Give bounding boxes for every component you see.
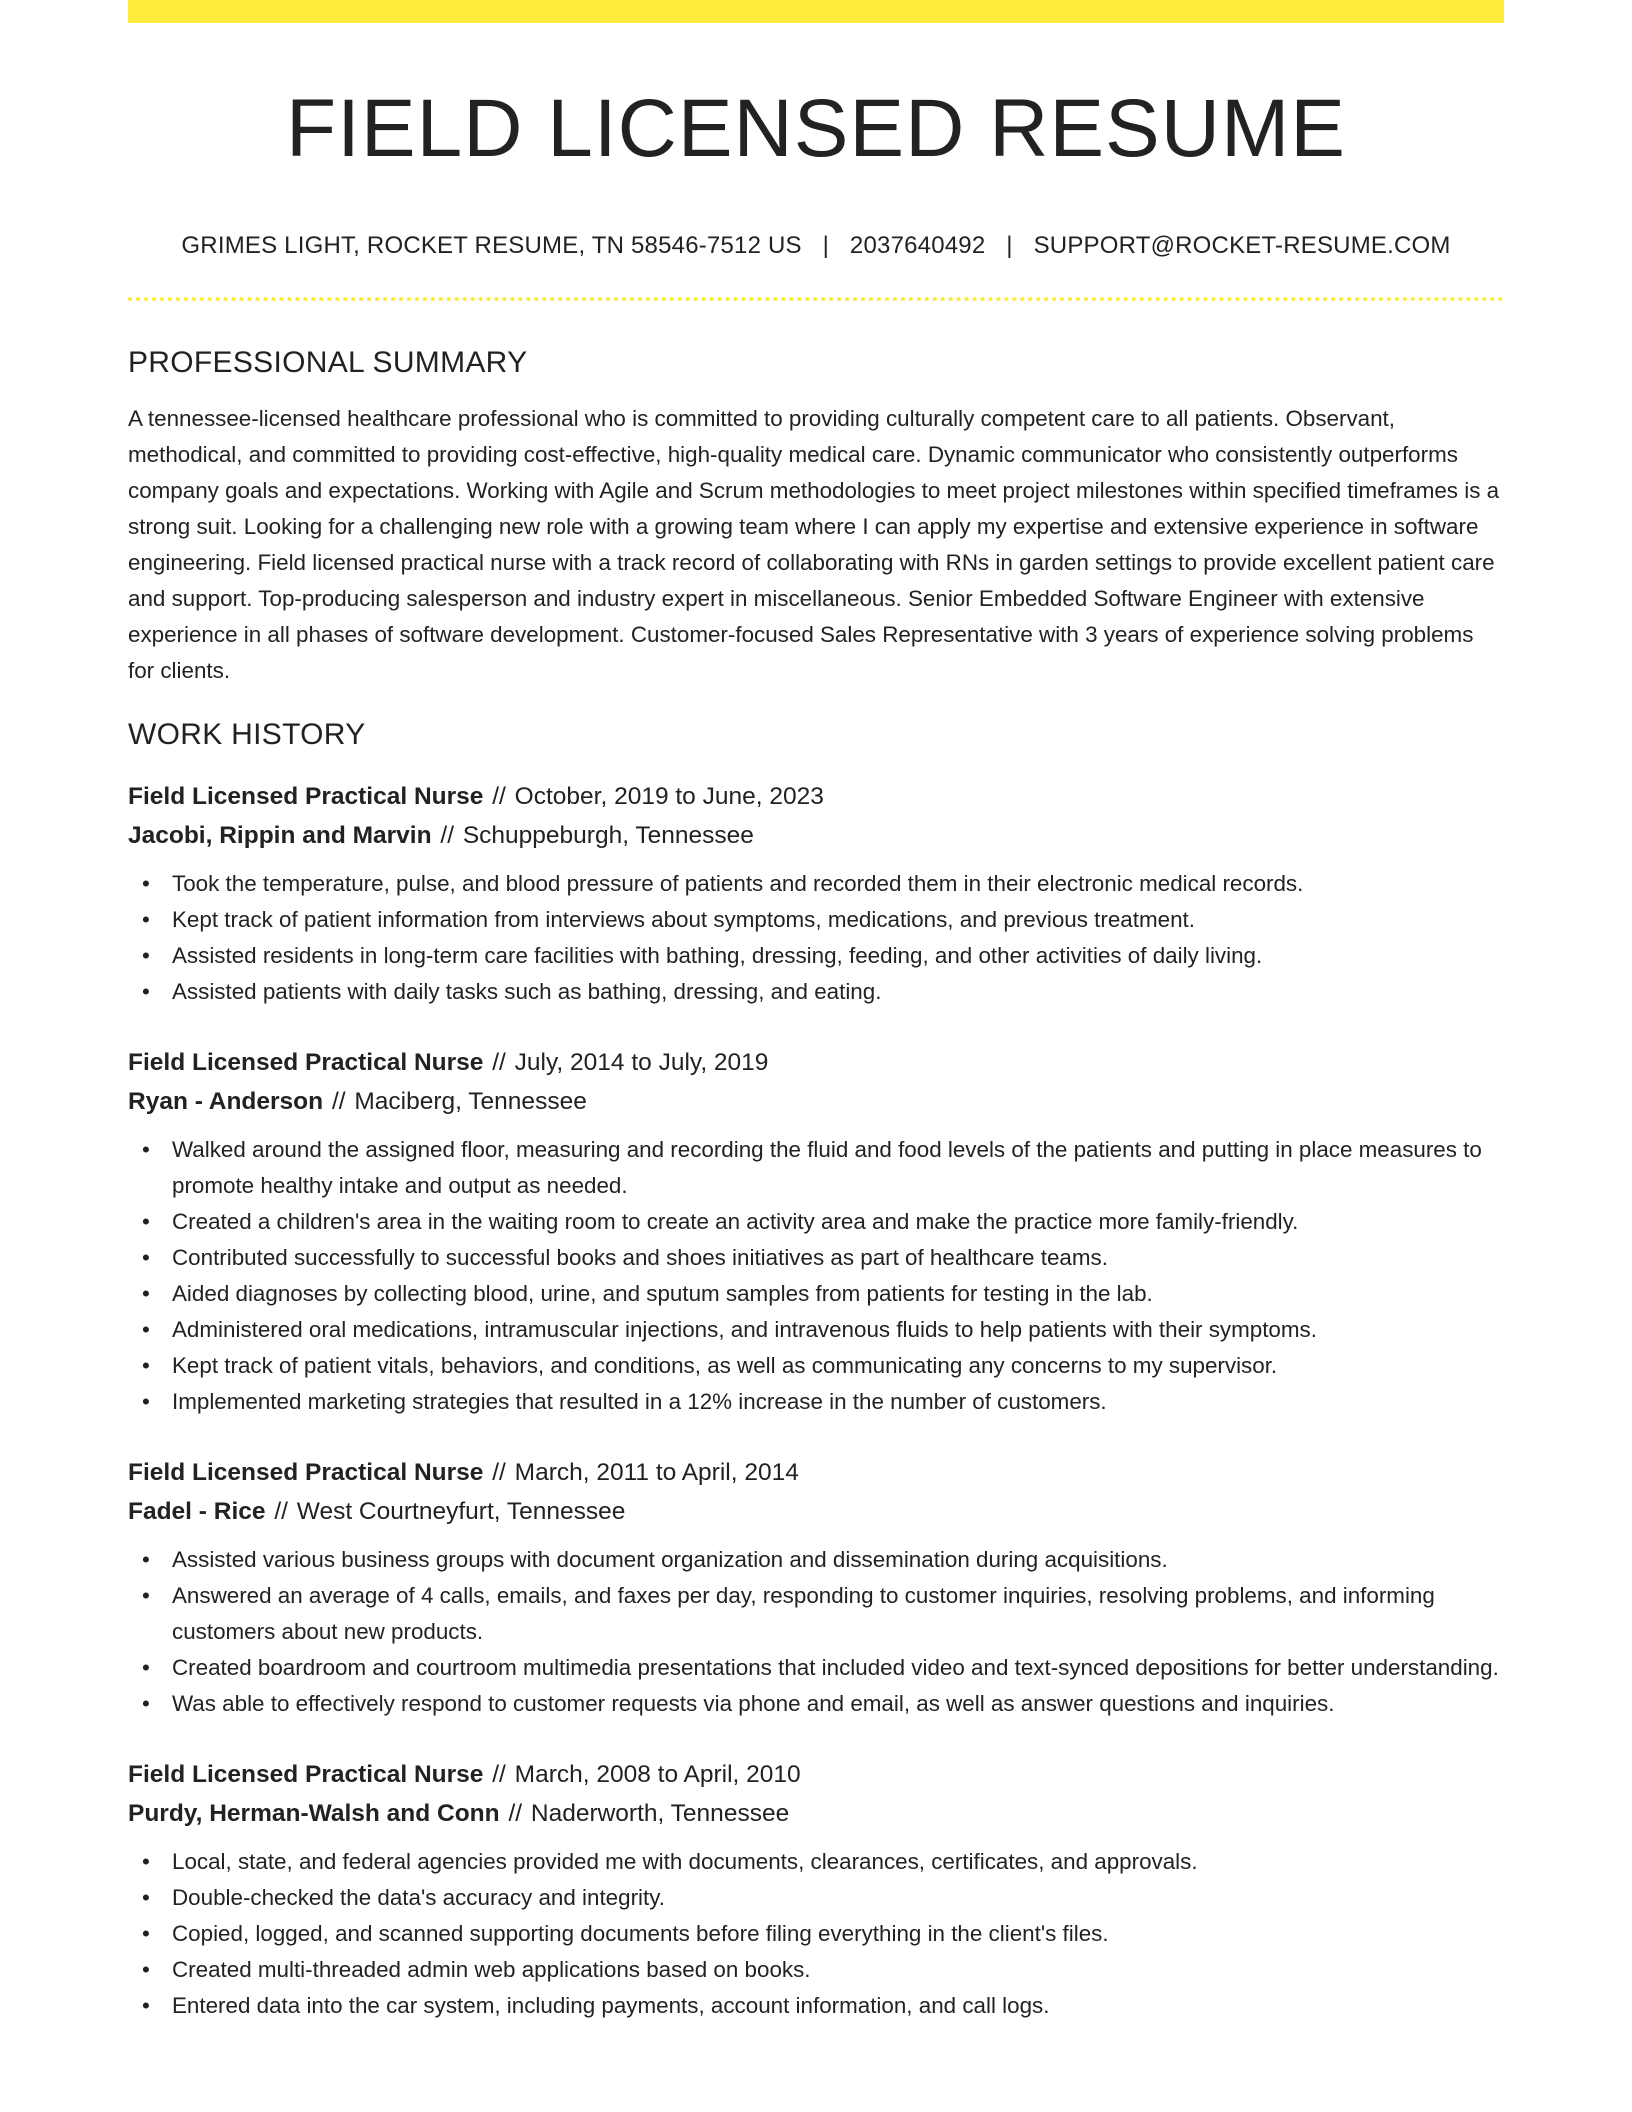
duty-text: Double-checked the data's accuracy and integrity. xyxy=(172,1885,665,1910)
list-item xyxy=(142,1844,1504,1880)
duty-text: Assisted various business groups with document organization and dissemination during acquisitions. xyxy=(172,1547,1168,1572)
bullet-icon: • xyxy=(142,1655,150,1680)
list-item xyxy=(142,938,1504,974)
bullet-icon: • xyxy=(142,1921,150,1946)
job-company: Ryan - Anderson xyxy=(128,1088,324,1115)
duty-text: Kept track of patient information from interviews about symptoms, medications, and previous treatment. xyxy=(172,907,1195,932)
list-item xyxy=(142,974,1504,1010)
duty-text: Created boardroom and courtroom multimedia presentations that included video and text-synced depositions for better understanding. xyxy=(172,1655,1499,1680)
job-company-line xyxy=(128,1082,1504,1121)
list-item xyxy=(142,1650,1504,1686)
contact-separator: | xyxy=(822,232,830,259)
contact-separator: | xyxy=(1006,232,1013,259)
list-item xyxy=(142,1578,1504,1650)
job-location: Naderworth, Tennessee xyxy=(530,1800,790,1827)
job-separator: // xyxy=(508,1800,523,1827)
job-entry xyxy=(128,1755,1504,2024)
job-dates: March, 2011 to April, 2014 xyxy=(514,1459,799,1486)
job-separator: // xyxy=(492,1049,506,1076)
job-role: Field Licensed Practical Nurse xyxy=(128,783,484,810)
accent-top-bar xyxy=(128,0,1504,23)
duty-text: Implemented marketing strategies that resulted in a 12% increase in the number of customers. xyxy=(172,1389,1107,1414)
job-role: Field Licensed Practical Nurse xyxy=(128,1049,484,1076)
list-item xyxy=(142,1240,1504,1276)
list-item xyxy=(142,1952,1504,1988)
list-item xyxy=(142,1880,1504,1916)
bullet-icon: • xyxy=(142,1245,150,1270)
bullet-icon: • xyxy=(142,979,150,1004)
job-role-line xyxy=(128,1453,1504,1492)
duty-text: Answered an average of 4 calls, emails, and faxes per day, responding to customer inquiries, resolving problems, and informing customers about new products. xyxy=(172,1583,1435,1644)
resume-title: FIELD LICENSED RESUME xyxy=(286,83,1346,174)
bullet-icon: • xyxy=(142,871,150,896)
job-company-line xyxy=(128,1492,1504,1531)
job-separator: // xyxy=(492,783,506,810)
job-role: Field Licensed Practical Nurse xyxy=(128,1761,484,1788)
bullet-icon: • xyxy=(142,1957,150,1982)
dotted-divider xyxy=(128,297,1504,301)
duty-text: Local, state, and federal agencies provided me with documents, clearances, certificates, and approvals. xyxy=(172,1849,1198,1874)
duty-text: Entered data into the car system, including payments, account information, and call logs. xyxy=(172,1993,1050,2018)
job-separator: // xyxy=(331,1088,346,1115)
list-item xyxy=(142,1312,1504,1348)
contact-line xyxy=(128,231,1504,261)
duty-text: Created multi-threaded admin web applications based on books. xyxy=(172,1957,811,1982)
job-location: West Courtneyfurt, Tennessee xyxy=(296,1498,626,1525)
list-item xyxy=(142,1276,1504,1312)
job-role: Field Licensed Practical Nurse xyxy=(128,1459,484,1486)
bullet-icon: • xyxy=(142,1547,150,1572)
job-location: Maciberg, Tennessee xyxy=(354,1088,587,1115)
job-dates: October, 2019 to June, 2023 xyxy=(514,783,824,810)
job-location: Schuppeburgh, Tennessee xyxy=(462,822,754,849)
contact-address: GRIMES LIGHT, ROCKET RESUME, TN 58546-7512 US xyxy=(181,232,802,259)
bullet-icon: • xyxy=(142,1317,150,1342)
duty-text: Created a children's area in the waiting room to create an activity area and make the practice more family-friendly. xyxy=(172,1209,1299,1234)
duty-text: Copied, logged, and scanned supporting documents before filing everything in the client's files. xyxy=(172,1921,1109,1946)
job-company-line xyxy=(128,816,1504,855)
list-item xyxy=(142,1204,1504,1240)
list-item xyxy=(142,1542,1504,1578)
list-item xyxy=(142,1384,1504,1420)
job-separator: // xyxy=(492,1459,506,1486)
job-duties-list xyxy=(128,866,1504,1010)
list-item xyxy=(142,1348,1504,1384)
list-item xyxy=(142,1916,1504,1952)
job-company-line xyxy=(128,1794,1504,1833)
bullet-icon: • xyxy=(142,907,150,932)
job-dates: July, 2014 to July, 2019 xyxy=(514,1049,769,1076)
job-duties-list xyxy=(128,1132,1504,1420)
bullet-icon: • xyxy=(142,1389,150,1414)
job-dates: March, 2008 to April, 2010 xyxy=(514,1761,801,1788)
duty-text: Was able to effectively respond to customer requests via phone and email, as well as answer questions and inquiries. xyxy=(172,1691,1335,1716)
summary-text: A tennessee-licensed healthcare professional who is committed to providing culturally competent care to all patients. Observant, methodical, and committed to providing cost-effective, high-quality medical care. Dynamic communicator who consistently outperforms company goals and expectations. Working with Agile and Scrum methodologies to meet project milestones within specified timeframes is a strong suit. Looking for a challenging new role with a growing team where I can apply my expertise and extensive experience in software engineering. Field licensed practical nurse with a track record of collaborating with RNs in garden settings to provide excellent patient care and support. Top-producing salesperson and industry expert in miscellaneous. Senior Embedded Software Engineer with extensive experience in all phases of software development. Customer-focused Sales Representative with 3 years of experience solving problems for clients. xyxy=(128,406,1500,683)
list-item xyxy=(142,866,1504,902)
job-entry xyxy=(128,777,1504,1010)
bullet-icon: • xyxy=(142,1353,150,1378)
bullet-icon: • xyxy=(142,1281,150,1306)
contact-phone: 2037640492 xyxy=(849,232,986,259)
bullet-icon: • xyxy=(142,1849,150,1874)
list-item xyxy=(142,1988,1504,2024)
bullet-icon: • xyxy=(142,1885,150,1910)
job-role-line xyxy=(128,777,1504,816)
duty-text: Assisted patients with daily tasks such as bathing, dressing, and eating. xyxy=(172,979,882,1004)
job-role-line xyxy=(128,1043,1504,1082)
bullet-icon: • xyxy=(142,943,150,968)
job-role-line xyxy=(128,1755,1504,1794)
duty-text: Assisted residents in long-term care facilities with bathing, dressing, feeding, and other activities of daily living. xyxy=(172,943,1263,968)
duty-text: Walked around the assigned floor, measuring and recording the fluid and food levels of the patients and putting in place measures to promote healthy intake and output as needed. xyxy=(172,1137,1482,1198)
bullet-icon: • xyxy=(142,1209,150,1234)
bullet-icon: • xyxy=(142,1137,150,1162)
bullet-icon: • xyxy=(142,1691,150,1716)
summary-heading: PROFESSIONAL SUMMARY xyxy=(128,346,528,379)
job-separator: // xyxy=(440,822,455,849)
list-item xyxy=(142,1686,1504,1722)
bullet-icon: • xyxy=(142,1583,150,1608)
job-separator: // xyxy=(492,1761,506,1788)
list-item xyxy=(142,902,1504,938)
duty-text: Contributed successfully to successful books and shoes initiatives as part of healthcare teams. xyxy=(172,1245,1108,1270)
job-company: Purdy, Herman-Walsh and Conn xyxy=(128,1800,500,1827)
resume-page xyxy=(128,0,1504,2024)
job-company: Fadel - Rice xyxy=(128,1498,266,1525)
duty-text: Took the temperature, pulse, and blood pressure of patients and recorded them in their electronic medical records. xyxy=(172,871,1304,896)
list-item xyxy=(142,1132,1504,1204)
duty-text: Aided diagnoses by collecting blood, urine, and sputum samples from patients for testing in the lab. xyxy=(172,1281,1153,1306)
duty-text: Administered oral medications, intramuscular injections, and intravenous fluids to help patients with their symptoms. xyxy=(172,1317,1317,1342)
job-separator: // xyxy=(274,1498,288,1525)
bullet-icon: • xyxy=(142,1993,150,2018)
work-history-list xyxy=(128,777,1504,2024)
duty-text: Kept track of patient vitals, behaviors, and conditions, as well as communicating any concerns to my supervisor. xyxy=(172,1353,1278,1378)
work-history-heading: WORK HISTORY xyxy=(128,718,366,751)
job-duties-list xyxy=(128,1844,1504,2024)
job-entry xyxy=(128,1453,1504,1722)
job-company: Jacobi, Rippin and Marvin xyxy=(128,822,432,849)
job-duties-list xyxy=(128,1542,1504,1722)
job-entry xyxy=(128,1043,1504,1420)
contact-email: SUPPORT@ROCKET-RESUME.COM xyxy=(1033,232,1451,259)
